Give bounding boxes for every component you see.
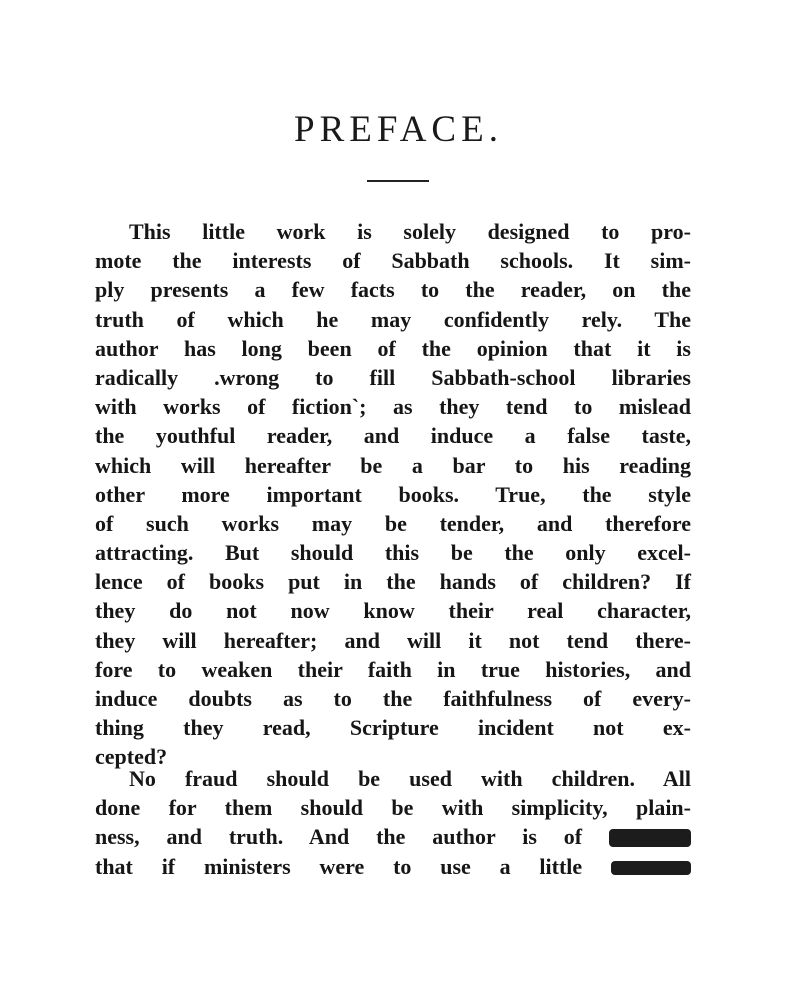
paragraph-1	[95, 217, 691, 772]
text-line: attracting. But should this be the only excel-	[95, 540, 691, 566]
text-line: truth of which he may confidently rely. The	[95, 306, 691, 332]
text-line: with works of fiction`; as they tend to mislead	[95, 394, 691, 420]
ink-blot	[609, 829, 691, 847]
text-line: they do not now know their real character,	[95, 598, 691, 624]
text-line: No fraud should be used with children. All	[129, 766, 691, 791]
text-line: cepted?	[95, 744, 168, 770]
text-line: mote the interests of Sabbath schools. It sim-	[95, 248, 691, 274]
text-line: This little work is solely designed to pro-	[129, 219, 691, 244]
text-line: they will hereafter; and will it not tend there-	[95, 627, 691, 653]
text-line: thing they read, Scripture incident not ex-	[95, 715, 691, 741]
text-line: ply presents a few facts to the reader, on the	[95, 277, 691, 303]
text-line-with-blot	[95, 852, 691, 881]
text-line: the youthful reader, and induce a false taste,	[95, 423, 691, 449]
ink-blot	[611, 861, 691, 875]
title-rule	[367, 180, 429, 182]
text-line: other more important books. True, the style	[95, 481, 691, 507]
text-line-with-blot	[95, 822, 691, 851]
text-line: induce doubts as to the faithfulness of every-	[95, 686, 691, 711]
text-line: lence of books put in the hands of children? If	[95, 569, 691, 595]
text-fragment: ness, and truth. And the author is of	[95, 824, 583, 850]
text-line: author has long been of the opinion that it is	[95, 335, 691, 361]
paragraph-2	[95, 764, 691, 881]
text-line: fore to weaken their faith in true histories, and	[95, 656, 691, 682]
text-line: done for them should be with simplicity, plain-	[95, 795, 691, 821]
text-line: of such works may be tender, and therefore	[95, 510, 691, 536]
page-title: PREFACE.	[294, 109, 503, 150]
text-fragment: that if ministers were to use a little	[95, 853, 583, 879]
text-line: radically .wrong to fill Sabbath-school libraries	[95, 364, 691, 390]
text-line: which will hereafter be a bar to his reading	[95, 452, 691, 478]
